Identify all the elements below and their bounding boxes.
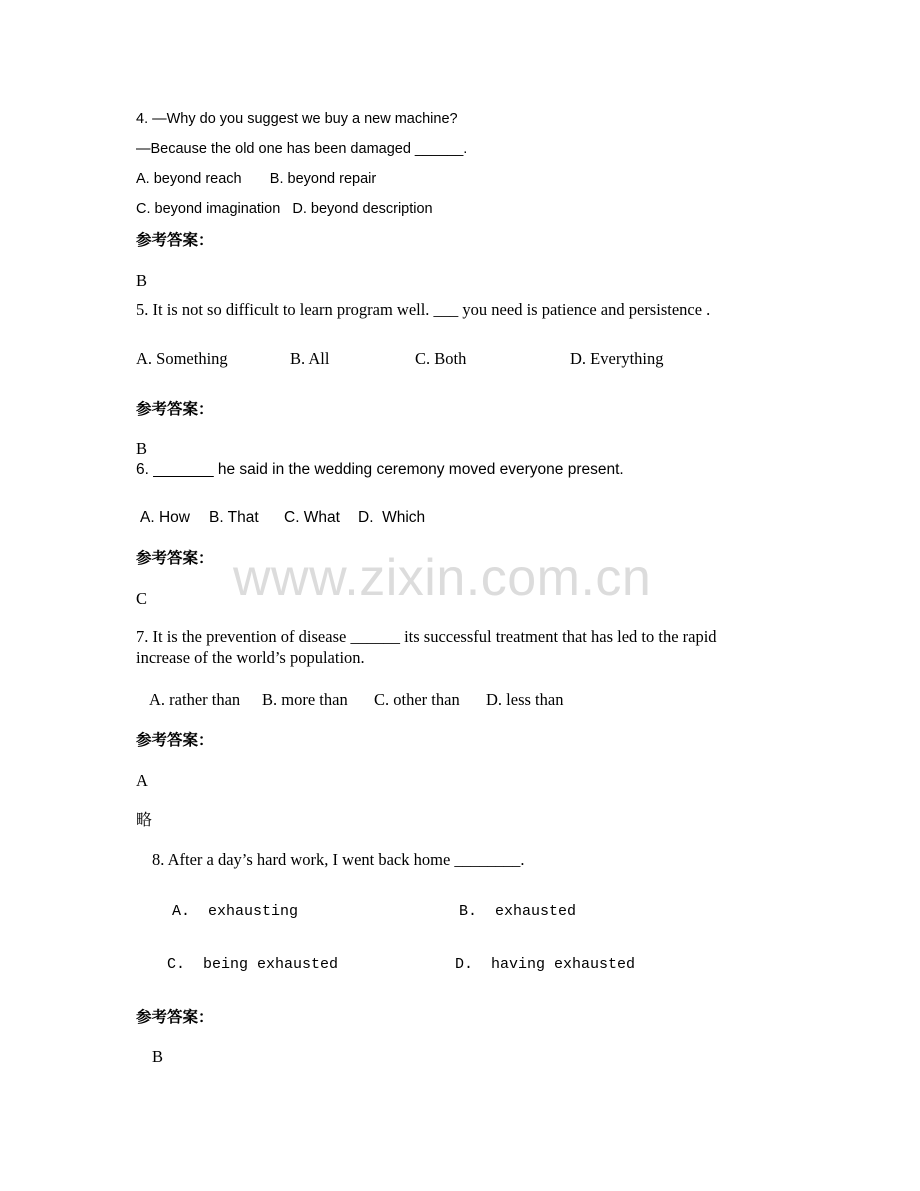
q7-option-d: D. less than xyxy=(486,690,564,709)
q5-option-b: B. All xyxy=(290,349,330,368)
q7-answer-label: 参考答案： xyxy=(136,731,214,749)
q8-option-a: A. exhausting xyxy=(172,903,299,920)
q4-question: 4. —Why do you suggest we buy a new machine? xyxy=(136,111,458,127)
q8-answer: B xyxy=(152,1047,164,1066)
q6-question: 6. _______ he said in the wedding ceremony moved everyone present. xyxy=(136,461,624,478)
q7-question-line2: increase of the world’s population. xyxy=(136,648,365,667)
q8-answer-label: 参考答案： xyxy=(136,1008,214,1026)
q7-option-a: A. rather than xyxy=(149,690,241,709)
q7-option-b: B. more than xyxy=(262,690,348,709)
q5-answer: B xyxy=(136,439,148,458)
q5-question: 5. It is not so difficult to learn program well. ___ you need is patience and persistence . xyxy=(136,300,711,319)
q7-question-line1: 7. It is the prevention of disease ______ its successful treatment that has led to the rapid xyxy=(136,627,717,646)
q6-answer-label: 参考答案： xyxy=(136,549,214,567)
q7-note: 略 xyxy=(136,810,153,829)
q8-option-d: D. having exhausted xyxy=(455,956,636,973)
q5-option-d: D. Everything xyxy=(570,349,664,368)
q4-response: —Because the old one has been damaged ______. xyxy=(136,141,468,157)
q4-answer-label: 参考答案： xyxy=(136,231,214,249)
watermark: www.zixin.com.cn xyxy=(233,549,652,607)
q4-options-row1: A. beyond reach B. beyond repair xyxy=(136,171,377,187)
q6-option-a: A. How xyxy=(140,509,190,526)
q7-answer: A xyxy=(136,771,148,790)
q6-option-c: C. What xyxy=(284,509,340,526)
q8-question: 8. After a day’s hard work, I went back home ________. xyxy=(152,850,525,869)
q7-option-c: C. other than xyxy=(374,690,460,709)
q5-option-a: A. Something xyxy=(136,349,228,368)
q8-option-c: C. being exhausted xyxy=(167,956,339,973)
q5-option-c: C. Both xyxy=(415,349,467,368)
q6-option-d: D. Which xyxy=(358,509,426,526)
q4-answer: B xyxy=(136,271,148,290)
q8-option-b: B. exhausted xyxy=(459,903,577,920)
q4-options-row2: C. beyond imagination D. beyond description xyxy=(136,201,433,217)
q6-option-b: B. That xyxy=(209,509,259,526)
q5-answer-label: 参考答案： xyxy=(136,400,214,418)
q6-answer: C xyxy=(136,589,148,608)
